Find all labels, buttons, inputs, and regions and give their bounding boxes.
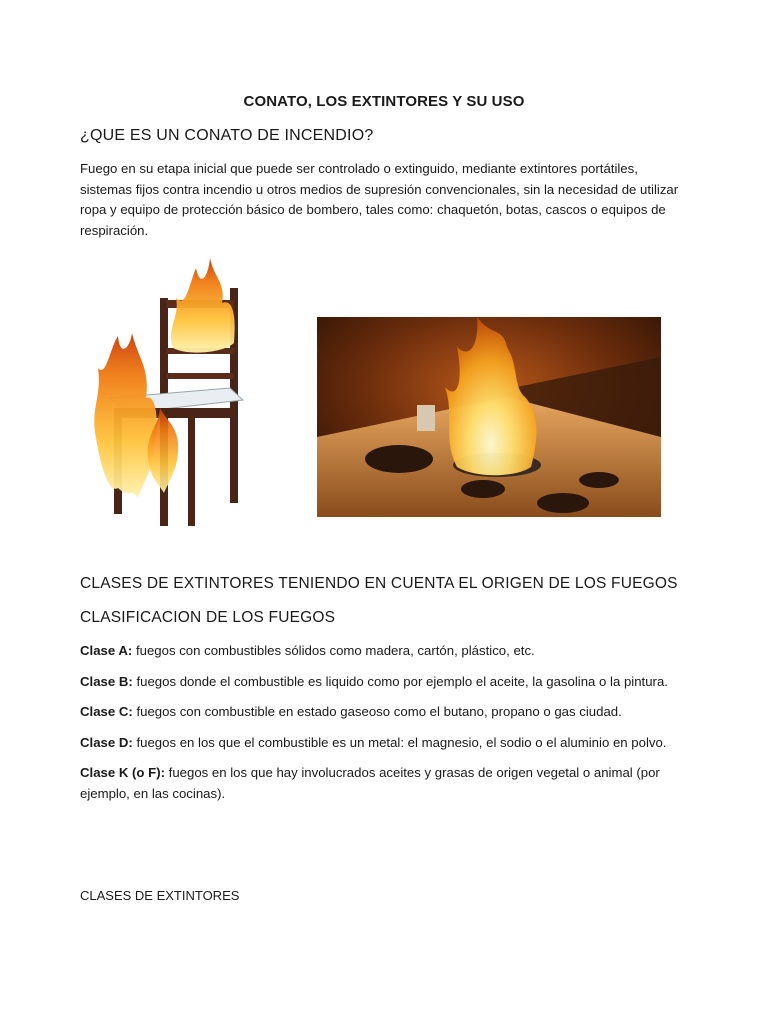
list-item	[80, 641, 680, 662]
heading-extinguisher-classes-origin: CLASES DE EXTINTORES TENIENDO EN CUENTA EL ORIGEN DE LOS FUEGOS	[80, 575, 678, 592]
stove-fire-image	[317, 317, 661, 517]
class-description: fuegos donde el combustible es liquido como por ejemplo el aceite, la gasolina o la pintura.	[132, 673, 668, 689]
fire-classes-list	[80, 641, 680, 814]
list-item	[80, 763, 680, 804]
class-label: Clase C:	[80, 704, 133, 719]
class-description: fuegos con combustibles sólidos como madera, cartón, plástico, etc.	[132, 643, 535, 658]
heading-extinguisher-classes: CLASES DE EXTINTORES	[80, 888, 240, 903]
list-item	[80, 702, 680, 723]
class-label: Clase D:	[80, 734, 133, 750]
class-description: fuegos con combustible en estado gaseoso como el butano, propano o gas ciudad.	[132, 704, 622, 719]
list-item	[80, 733, 680, 754]
class-label: Clase A:	[80, 643, 133, 658]
class-description: fuegos en los que el combustible es un metal: el magnesio, el sodio o el aluminio en polvo.	[132, 734, 667, 750]
list-item	[80, 672, 680, 693]
heading-what-is-conato: ¿QUE ES UN CONATO DE INCENDIO?	[80, 127, 374, 144]
class-label: Clase K (o F):	[80, 765, 165, 780]
heading-fire-classification: CLASIFICACION DE LOS FUEGOS	[80, 609, 336, 626]
intro-paragraph: Fuego en su etapa inicial que puede ser controlado o extinguido, mediante extintores portátiles, sistemas fijos contra incendio u otros medios de supresión convencionales, sin la necesidad de utilizar ropa y equipo de protección básico de bombero, tales como: chaquetón, botas, cascos o equipos de respiración.	[80, 161, 679, 238]
burning-chair-image	[88, 248, 248, 533]
document-title: CONATO, LOS EXTINTORES Y SU USO	[243, 93, 525, 110]
class-label: Clase B:	[80, 673, 133, 689]
class-description: fuegos en los que hay involucrados aceites y grasas de origen vegetal o animal (por ejemplo, en las cocinas).	[80, 765, 660, 801]
